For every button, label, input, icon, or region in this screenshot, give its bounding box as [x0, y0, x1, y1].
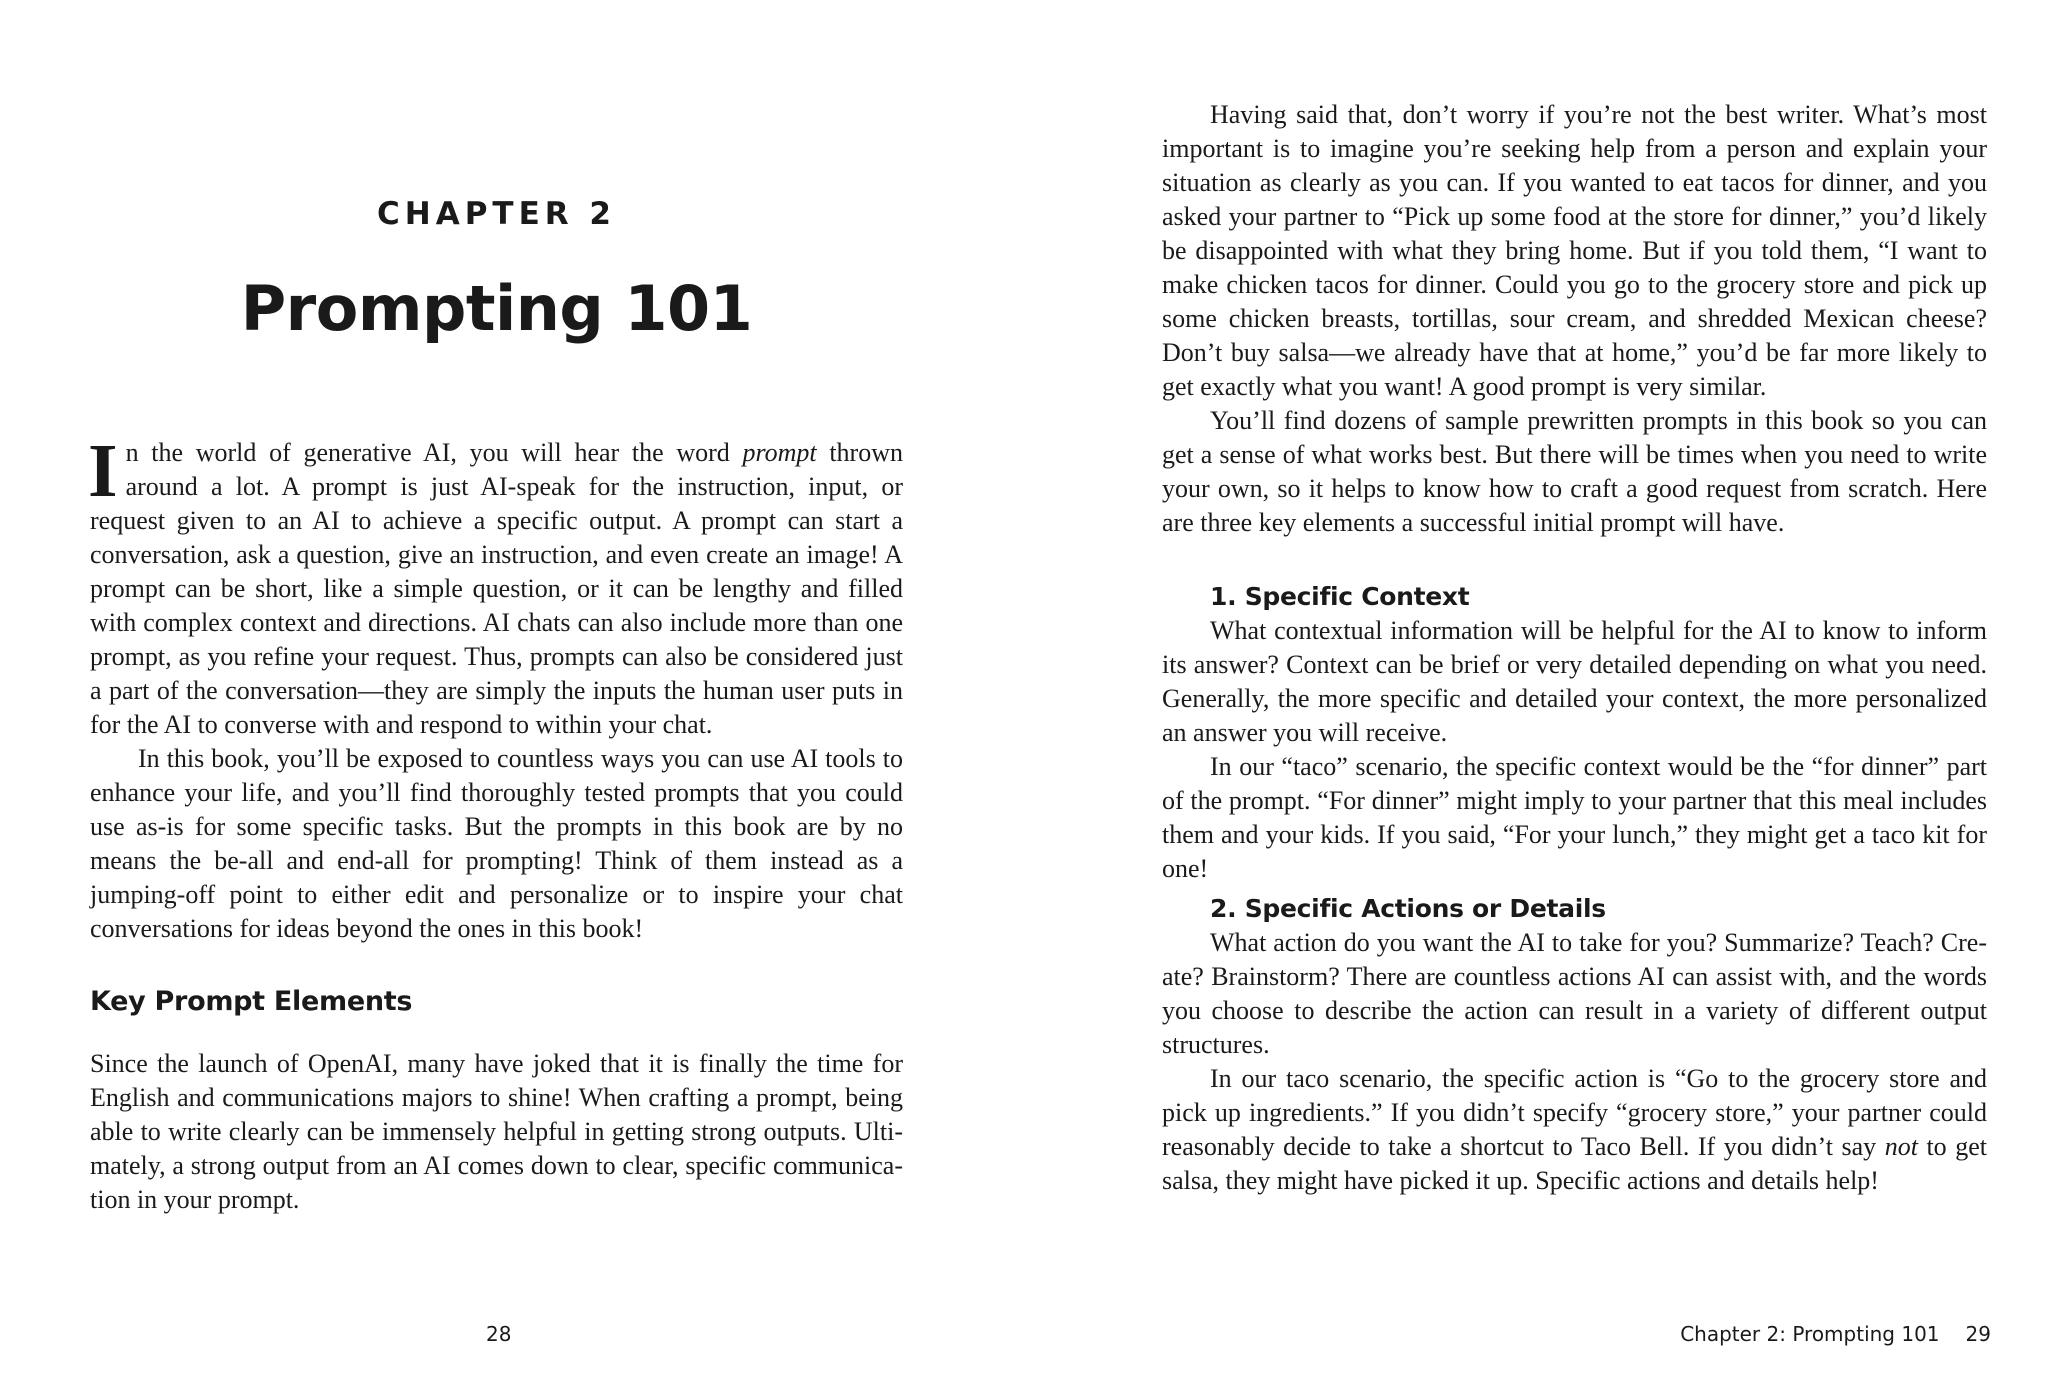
section-heading: Key Prompt Elements [90, 986, 413, 1017]
intro-text-b: thrown around a lot. A prompt is just AI-speak for the instruction, input, or request given to an AI to achieve a specific output. A prompt can start a conversation, ask a question, give an instruction, and even create an image! A prompt can be short, like a simple question, or it can be lengthy and filled with complex context and directions. AI chats can also include more than one prompt, as you refine your request. Thus, prompts can also be considered just a part of the conversation—they are simply the inputs the human user puts in for the AI to converse with and respond to within your chat. [90, 438, 903, 739]
context-paragraph-2: In our “taco” scenario, the specific context would be the “for dinner” part of the prompt. “For dinner” might imply to your partner that this meal includes them and your kids. If you said, “For your lunch,” they might get a taco kit for one! [1162, 752, 1987, 883]
chapter-title: Prompting 101 [240, 272, 753, 345]
section-body [90, 1047, 903, 1217]
intro-text-a: n the world of generative AI, you will hear the word [125, 438, 743, 467]
right-paragraph-1: Having said that, don’t worry if you’re not the best writer. What’s most important is to imagine you’re seeking help from a person and explain your situation as clearly as you can. If you wanted to eat tacos for dinner, and you asked your partner to “Pick up some food at the store for dinner,” you’d likely be disappointed with what they bring home. But if you told them, “I want to make chicken tacos for dinner. Could you go to the grocery store and pick up some chicken breasts, tortillas, sour cream, and shredded Mexican cheese? Don’t buy salsa—we already have that at home,” you’d be far more likely to get exactly what you want! A good prompt is very similar. [1162, 100, 1987, 401]
page-number-left: 28 [486, 1322, 512, 1346]
context-paragraph-1: What contextual information will be helpful for the AI to know to inform its answer? Context can be brief or very detailed depending on what you need. Generally, the more specific and detailed your context, the more personalized an answer you will receive. [1162, 616, 1987, 747]
actions-paragraph-2 [1162, 1062, 1987, 1198]
subheading-specific-context: 1. Specific Context [1210, 582, 1470, 611]
specific-context-section [1162, 614, 1987, 886]
right-page [1026, 0, 2053, 1400]
running-head: Chapter 2: Prompting 101 [1680, 1322, 1940, 1346]
intro-paragraph-1 [88, 429, 903, 742]
actions-text-b: to get salsa, they might have picked it up. Specific actions and details help! [1162, 1132, 1987, 1195]
intro-emphasis: prompt [742, 438, 817, 467]
actions-emphasis: not [1884, 1132, 1918, 1161]
specific-actions-section [1162, 926, 1987, 1198]
chapter-label: CHAPTER 2 [377, 196, 616, 232]
right-paragraph-2: You’ll find dozens of sample prewritten prompts in this book so you can get a sense of what works best. But there will be times when you need to write your own, so it helps to know how to craft a good request from scratch. Here are three key elements a successful initial prompt will have. [1162, 406, 1987, 537]
actions-paragraph-1: What action do you want the AI to take for you? Summarize? Teach? Create? Brainstorm? There are countless actions AI can assist with, and the words you choose to describe the action can result in a variety of different output structures. [1162, 928, 1987, 1059]
page-number-right: 29 [1965, 1322, 1991, 1346]
left-page [0, 0, 1026, 1400]
section-paragraph-1: Since the launch of OpenAI, many have joked that it is finally the time for English and communications majors to shine! When crafting a prompt, being able to write clearly can be immensely helpful in getting strong outputs. Ultimately, a strong output from an AI comes down to clear, specific communication in your prompt. [90, 1049, 903, 1214]
right-top-section [1162, 98, 1987, 540]
footer-right [1680, 1322, 1991, 1346]
drop-cap: I [88, 429, 118, 513]
subheading-specific-actions: 2. Specific Actions or Details [1210, 894, 1606, 923]
intro-section [88, 429, 903, 946]
intro-paragraph-2: In this book, you’ll be exposed to countless ways you can use AI tools to enhance your life, and you’ll find thoroughly tested prompts that you could use as-is for some specific tasks. But the prompts in this book are by no means the be-all and end-all for prompting! Think of them instead as a jumping-off point to either edit and personalize or to inspire your chat conversations for ideas beyond the ones in this book! [90, 744, 903, 943]
actions-text-a: In our taco scenario, the specific action is “Go to the grocery store and pick up ingredients.” If you didn’t specify “grocery store,” your partner could reasonably decide to take a shortcut to Taco Bell. If you didn’t say [1162, 1064, 1987, 1161]
